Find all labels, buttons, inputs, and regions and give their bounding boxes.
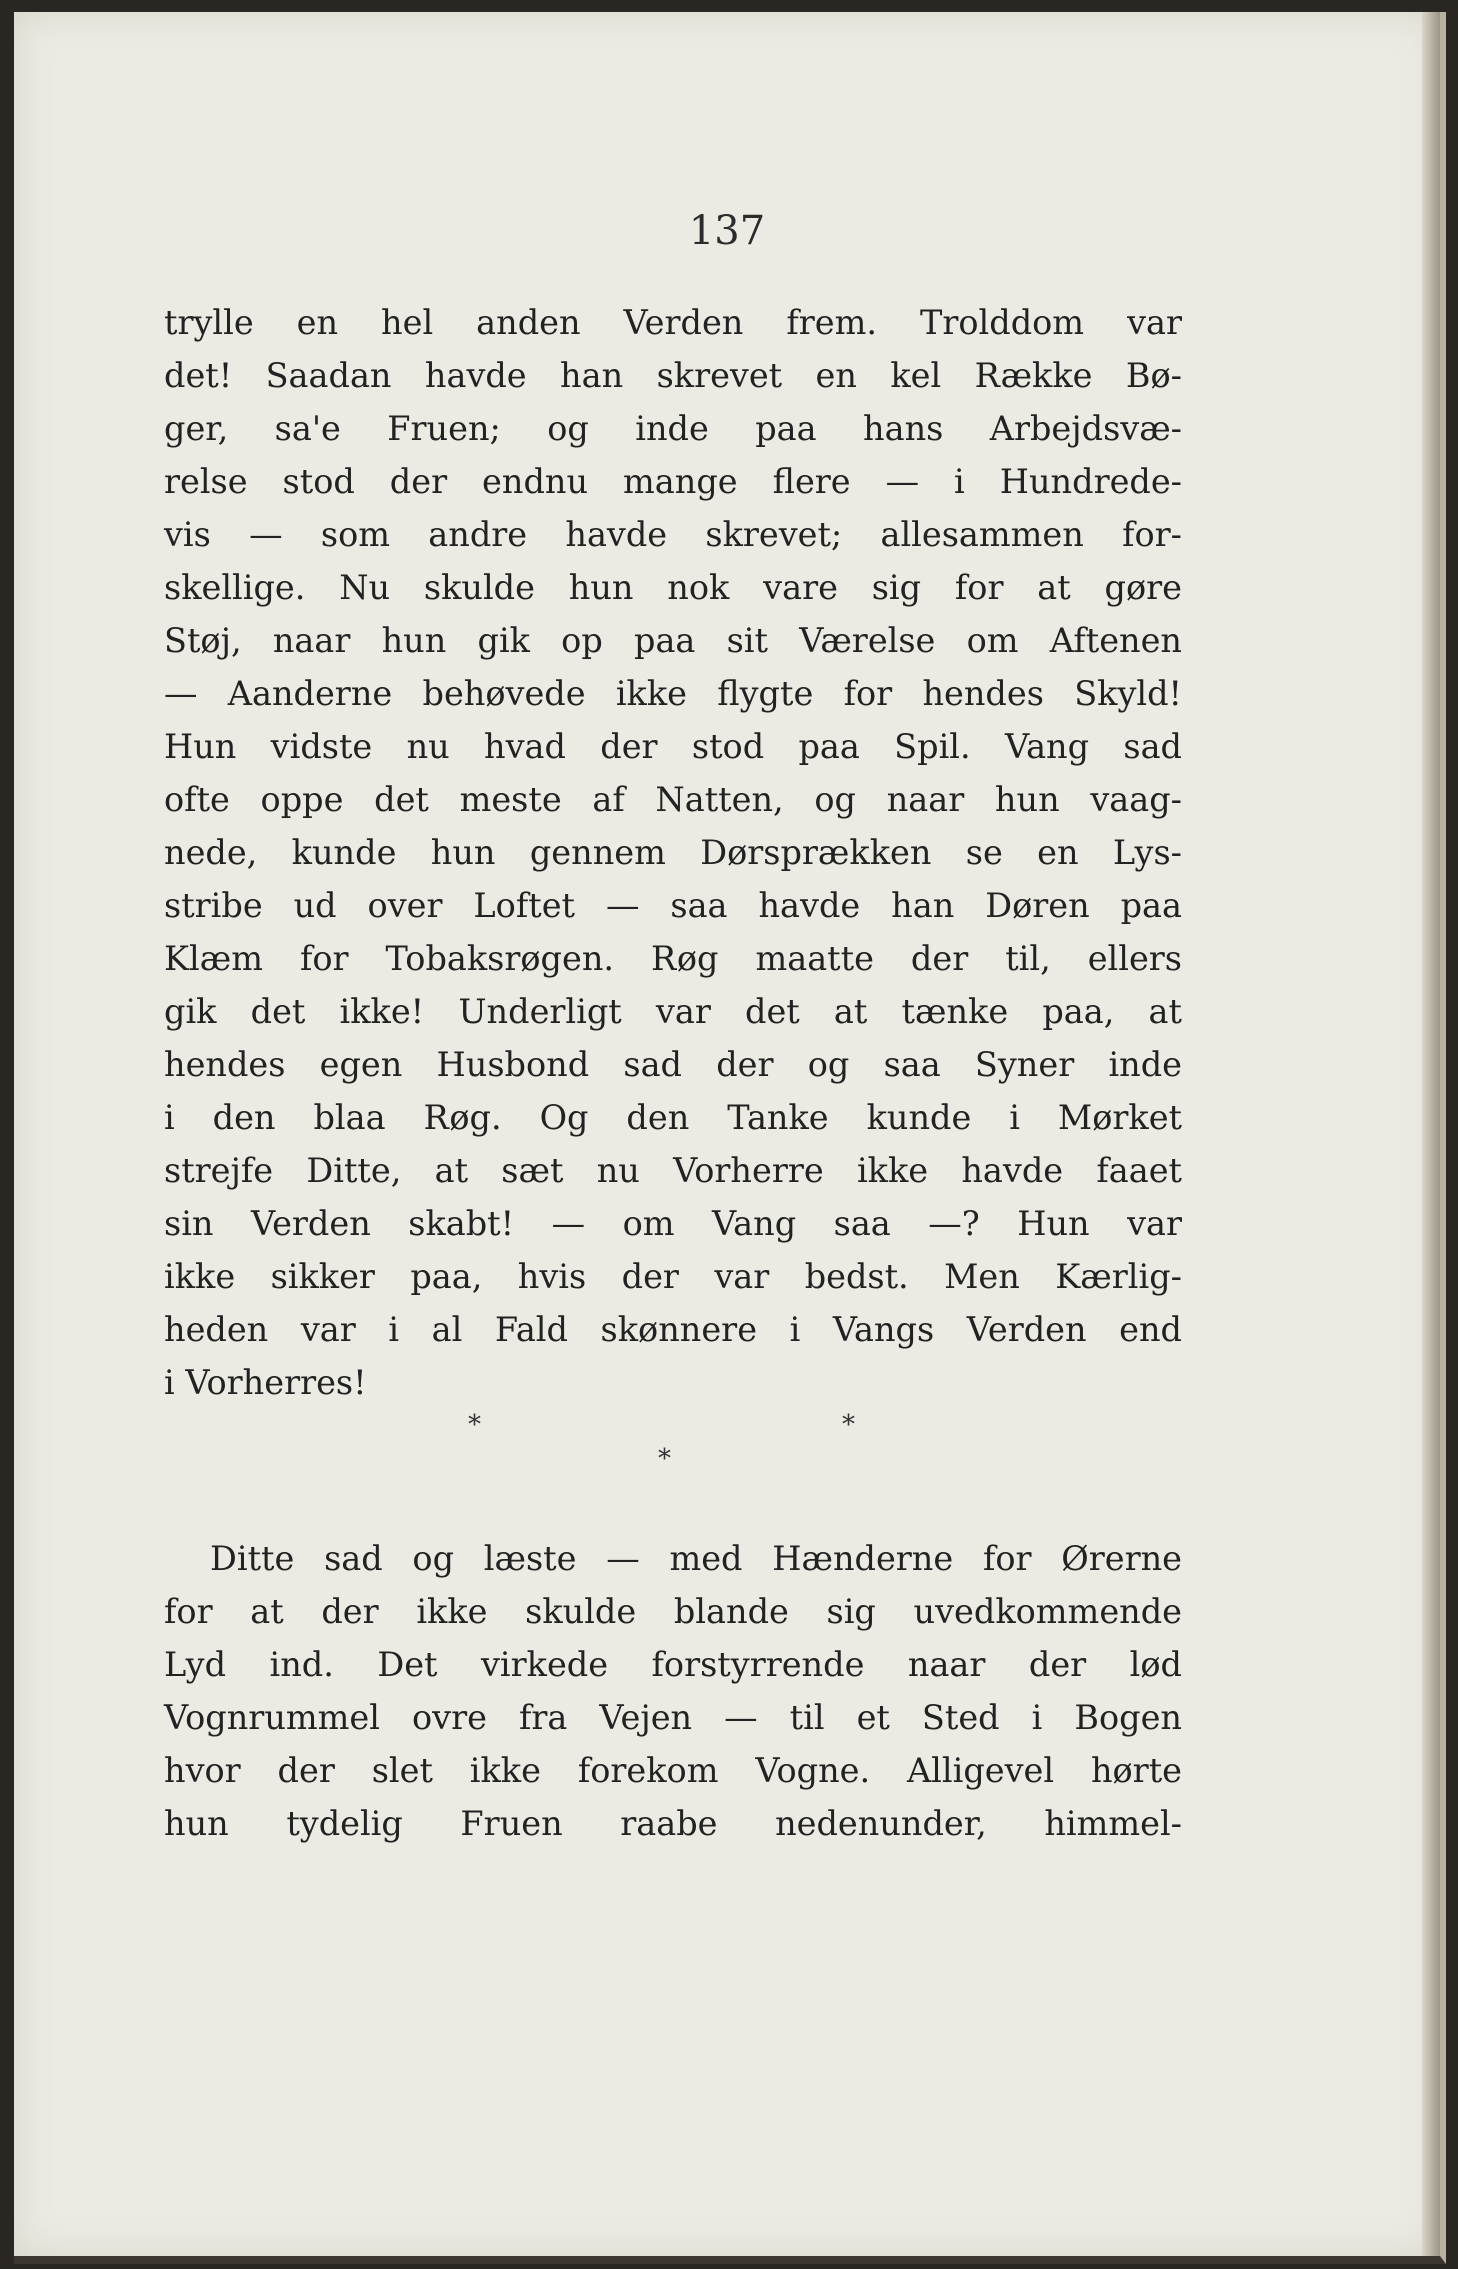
text-line: — Aanderne behøvede ikke flygte for hendes Skyld! (164, 674, 1182, 713)
page-number: 137 (688, 208, 766, 254)
text-line: det! Saadan havde han skrevet en kel Række Bø- (164, 356, 1182, 395)
text-line: Hun vidste nu hvad der stod paa Spil. Vang sad (164, 727, 1182, 766)
text-line: i Vorherres! (164, 1363, 367, 1402)
text-line: gik det ikke! Underligt var det at tænke paa, at (164, 992, 1182, 1031)
paragraph-1 (164, 296, 1182, 1409)
asterisk: * (842, 1410, 855, 1440)
text-line: Lyd ind. Det virkede forstyrrende naar der lød (164, 1645, 1182, 1684)
text-line: hun tydelig Fruen raabe nedenunder, himmel- (164, 1804, 1182, 1843)
text-line: hendes egen Husbond sad der og saa Syner inde (164, 1045, 1182, 1084)
text-line: skellige. Nu skulde hun nok vare sig for at gøre (164, 568, 1182, 607)
text-line: sin Verden skabt! — om Vang saa —? Hun var (164, 1204, 1182, 1243)
text-line: Klæm for Tobaksrøgen. Røg maatte der til, ellers (164, 939, 1182, 978)
page-edge (1422, 12, 1440, 2256)
section-separator (14, 1410, 1440, 1480)
text-line: ofte oppe det meste af Natten, og naar hun vaag- (164, 780, 1182, 819)
text-line: i den blaa Røg. Og den Tanke kunde i Mørket (164, 1098, 1182, 1137)
text-line: ikke sikker paa, hvis der var bedst. Men Kærlig- (164, 1257, 1182, 1296)
text-line: Vognrummel ovre fra Vejen — til et Sted i Bogen (164, 1698, 1182, 1737)
book-page (14, 12, 1446, 2264)
asterisk: * (658, 1444, 671, 1474)
text-line: Ditte sad og læste — med Hænderne for Ørerne (210, 1539, 1182, 1578)
text-line: relse stod der endnu mange flere — i Hundrede- (164, 462, 1182, 501)
text-line: stribe ud over Loftet — saa havde han Døren paa (164, 886, 1182, 925)
asterisk: * (468, 1410, 481, 1440)
text-line: for at der ikke skulde blande sig uvedkommende (164, 1592, 1182, 1631)
text-line: ger, sa'e Fruen; og inde paa hans Arbejdsvæ- (164, 409, 1182, 448)
text-line: hvor der slet ikke forekom Vogne. Alligevel hørte (164, 1751, 1182, 1790)
text-line: vis — som andre havde skrevet; allesammen for- (164, 515, 1182, 554)
text-line: trylle en hel anden Verden frem. Trolddom var (164, 303, 1182, 342)
text-line: heden var i al Fald skønnere i Vangs Verden end (164, 1310, 1182, 1349)
text-line: Støj, naar hun gik op paa sit Værelse om Aftenen (164, 621, 1182, 660)
text-line: strejfe Ditte, at sæt nu Vorherre ikke havde faaet (164, 1151, 1182, 1190)
paragraph-2 (164, 1532, 1182, 1850)
text-line: nede, kunde hun gennem Dørsprækken se en Lys- (164, 833, 1182, 872)
